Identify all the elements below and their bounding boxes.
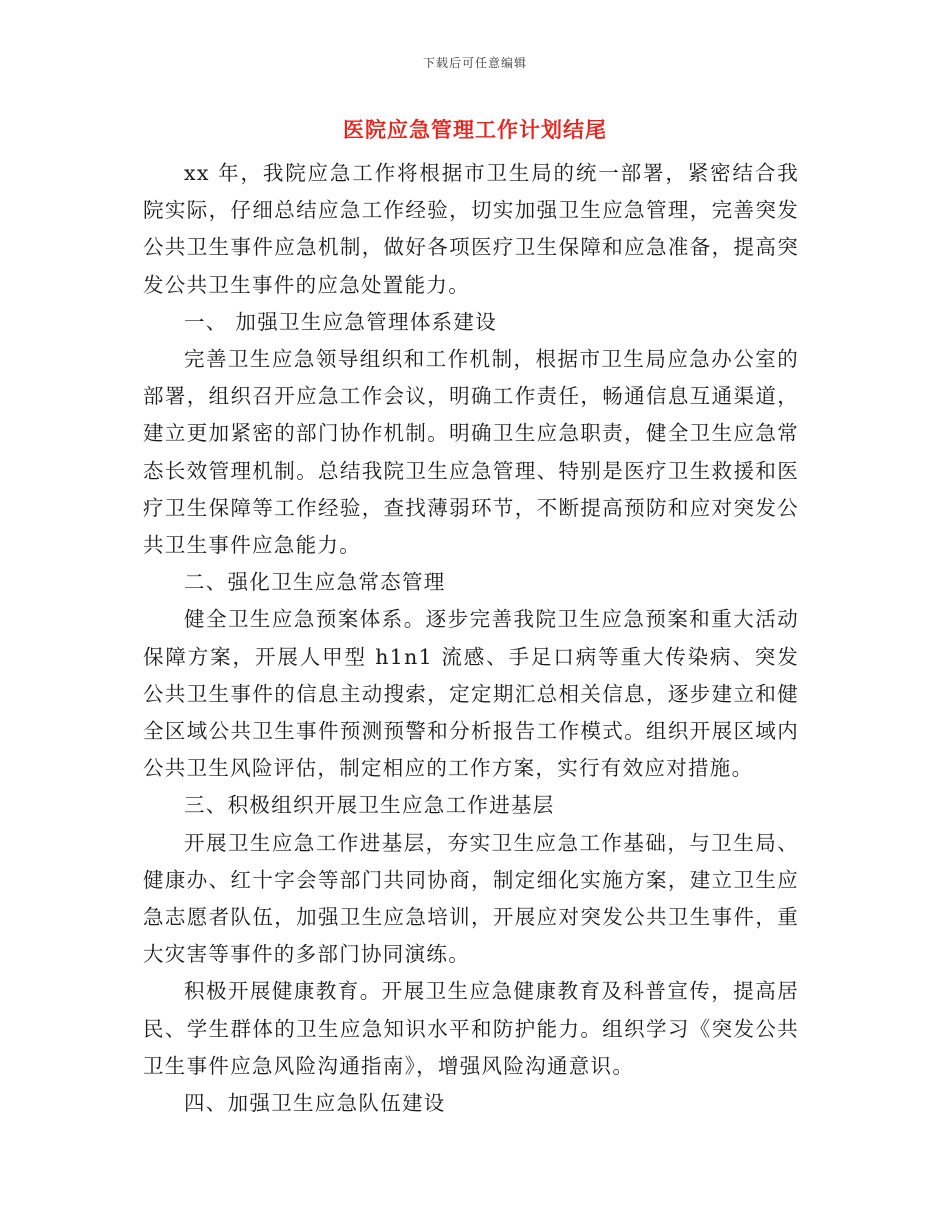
page-title: 医院应急管理工作计划结尾 — [343, 118, 607, 142]
paragraph-section-2: 健全卫生应急预案体系。逐步完善我院卫生应急预案和重大活动保障方案，开展人甲型 h1n1 流感、手足口病等重大传染病、突发公共卫生事件的信息主动搜索，定定期汇总相关信息，逐步建立和健全区域公共卫生事件预测预警和分析报告工作模式。组织开展区域内公共卫生风险评估，制定相应的工作方案，实行有效应对措施。 — [143, 607, 799, 781]
document-body — [143, 155, 799, 1122]
section-heading-4: 四、加强卫生应急队伍建设 — [184, 1091, 446, 1116]
section-heading-1: 一、 加强卫生应急管理体系建设 — [184, 309, 498, 334]
paragraph-section-3b: 积极开展健康教育。开展卫生应急健康教育及科普宣传，提高居民、学生群体的卫生应急知识水平和防护能力。组织学习《突发公共卫生事件应急风险沟通指南》，增强风险沟通意识。 — [143, 979, 799, 1078]
paragraph-section-3a: 开展卫生应急工作进基层，夯实卫生应急工作基础，与卫生局、健康办、红十字会等部门共同协商，制定细化实施方案，建立卫生应急志愿者队伍，加强卫生应急培训，开展应对突发公共卫生事件，重大灾害等事件的多部门协同演练。 — [143, 830, 799, 967]
header-note: 下载后可任意编辑 — [422, 56, 527, 70]
section-heading-2: 二、强化卫生应急常态管理 — [184, 570, 446, 595]
paragraph-section-1: 完善卫生应急领导组织和工作机制，根据市卫生局应急办公室的部署，组织召开应急工作会议，明确工作责任，畅通信息互通渠道，建立更加紧密的部门协作机制。明确卫生应急职责，健全卫生应急常态长效管理机制。总结我院卫生应急管理、特别是医疗卫生救援和医疗卫生保障等工作经验，查找薄弱环节，不断提高预防和应对突发公共卫生事件应急能力。 — [143, 347, 799, 558]
paragraph-intro: xx 年，我院应急工作将根据市卫生局的统一部署，紧密结合我院实际，仔细总结应急工作经验，切实加强卫生应急管理，完善突发公共卫生事件应急机制，做好各项医疗卫生保障和应急准备，提高突发公共卫生事件的应急处置能力。 — [143, 161, 799, 297]
section-heading-3: 三、积极组织开展卫生应急工作进基层 — [184, 793, 555, 818]
